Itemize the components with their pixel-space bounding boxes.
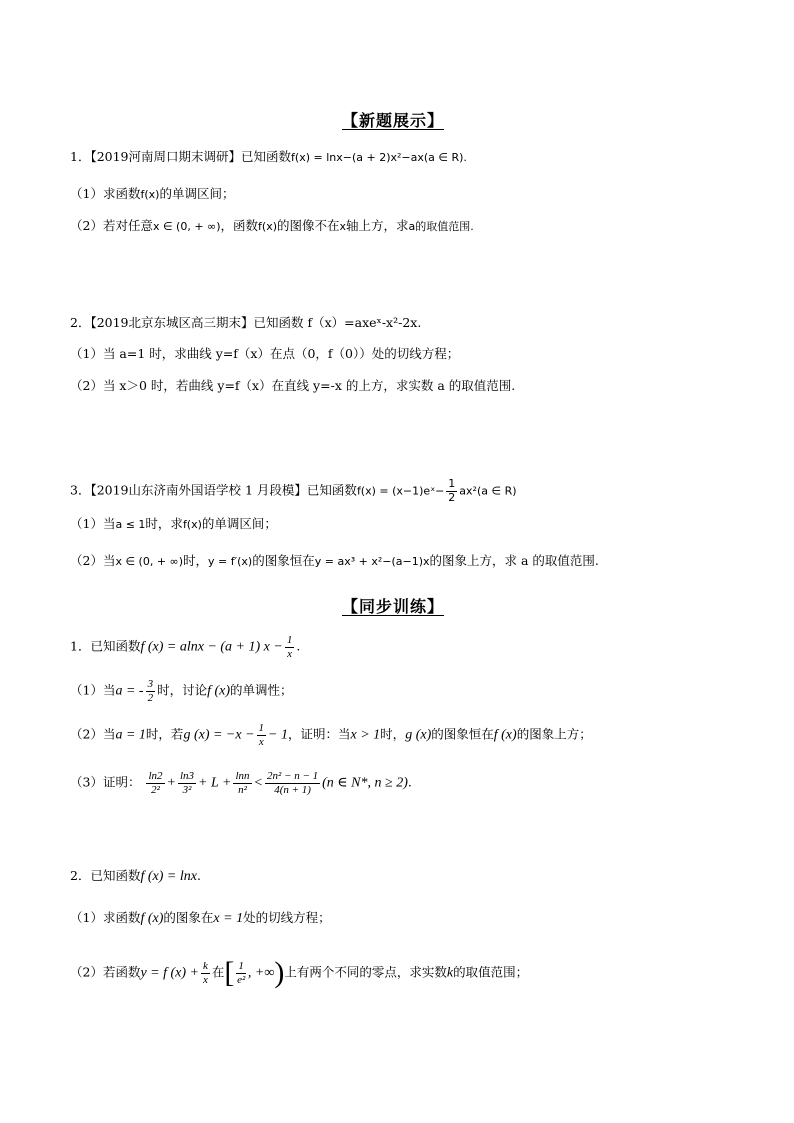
problem-number: 2． [70, 868, 91, 883]
part-text: 若函数 [102, 964, 141, 980]
part-text: 当 a=1 时，求曲线 y=f（x）在点（0，f（0））处的切线方程； [102, 346, 460, 361]
formula: f(x) [140, 188, 160, 201]
part-label: （2） [70, 378, 103, 393]
part-text: 当 [102, 553, 116, 568]
formula: f(x) = lnx−(a + 2)x²−ax(a ∈ R). [291, 151, 467, 164]
fraction-numerator: k [203, 959, 208, 972]
stem-text: . [296, 638, 301, 654]
part-text: 的单调性； [230, 682, 293, 698]
part-label: （1） [70, 346, 103, 361]
fraction-denominator: 2 [147, 691, 154, 704]
section-heading-sync: 【同步训练】 [342, 597, 445, 616]
sync-problem-1-part-1 [70, 678, 293, 704]
part-text: 时， [380, 726, 406, 742]
stem-text: 已知函数 [90, 638, 141, 654]
new-problem-2-part-2 [70, 380, 515, 393]
fraction-denominator: x [287, 647, 293, 660]
problem-number: 3． [70, 482, 91, 498]
formula: f (x) [140, 911, 164, 926]
fraction-numerator: 1 [238, 959, 244, 972]
stem-text: . [196, 868, 201, 883]
part-text: 时，若 [145, 726, 184, 742]
fraction-denominator: 2 [448, 490, 456, 504]
formula: a ≤ 1 [115, 518, 146, 531]
part-text: 在 [211, 964, 225, 980]
fraction [446, 478, 457, 504]
part-text: 当 [102, 726, 116, 742]
problem-number: 2． [70, 315, 91, 330]
new-problem-2-stem [70, 317, 421, 330]
problem-number: 1． [70, 638, 91, 654]
fraction-numerator: 2n² − n − 1 [266, 770, 319, 782]
formula: g (x) [405, 727, 432, 743]
formula: f(x) [182, 518, 202, 531]
interval-fraction [236, 960, 246, 986]
formula: a = - [115, 683, 144, 699]
new-problem-3-part-2 [70, 555, 599, 568]
part-text: ，证明：当 [287, 726, 351, 742]
part-text: 的单调区间； [201, 516, 277, 531]
right-paren: ) [274, 956, 285, 989]
new-problem-1-part-2 [70, 220, 474, 233]
fraction [285, 634, 295, 660]
formula: y = f′(x) [208, 555, 253, 568]
part-label: （2） [70, 726, 103, 742]
formula: y = f (x) + [140, 965, 200, 981]
fraction-term-2 [178, 770, 196, 796]
stem-text: 已知函数 f（x）=axeˣ-x²-2x. [253, 315, 422, 330]
new-problem-1-stem [70, 151, 467, 164]
condition: (n ∈ N*, n ≥ 2) [322, 775, 408, 791]
formula: g (x) = −x − [183, 727, 255, 743]
part-text: 求函数 [102, 910, 141, 925]
part-text: 轴上方，求 [346, 218, 409, 233]
formula: f(x) [258, 220, 277, 233]
formula: a [408, 220, 416, 233]
part-text: 的图象恒在 [252, 553, 315, 568]
part-label: （1） [70, 682, 103, 698]
formula: f (x) = alnx − (a + 1) x − [140, 639, 283, 655]
sync-problem-1-part-2 [70, 722, 592, 748]
formula: a = 1 [115, 727, 146, 743]
part-text: 上有两个不同的零点，求实数 [284, 964, 447, 980]
part-text: 的图象上方，求 a 的取值范围. [429, 553, 599, 568]
new-problem-1-part-1 [70, 188, 234, 201]
fraction-denominator: x [258, 735, 264, 748]
fraction [146, 678, 156, 704]
fraction-denominator: 4(n + 1) [274, 783, 311, 796]
part-label: （1） [70, 516, 103, 531]
problem-number: 1． [70, 149, 91, 164]
part-text: ，函数 [220, 218, 259, 233]
part-text: 的单调区间； [159, 186, 235, 201]
formula: ax²(a ∈ R) [459, 484, 517, 498]
formula: y = ax³ + x²−(a−1)x [314, 555, 430, 568]
part-text: 证明： [102, 774, 141, 790]
part-label: （2） [70, 553, 103, 568]
part-text: 处的切线方程； [243, 910, 331, 925]
new-problem-2-part-1 [70, 348, 459, 361]
fraction-rhs [265, 770, 320, 796]
sync-problem-2-part-1 [70, 912, 331, 926]
fraction-numerator: 1 [286, 634, 293, 646]
fraction-numerator: 3 [147, 678, 154, 690]
formula: x > 1 [350, 727, 381, 743]
part-label: （1） [70, 186, 103, 201]
part-text: 若对任意 [102, 218, 153, 233]
fraction-numerator: ln3 [179, 770, 195, 782]
part-text: 的取值范围. [415, 220, 474, 233]
fraction [201, 960, 210, 986]
fraction-denominator: x [203, 973, 208, 986]
fraction-numerator: lnn [235, 770, 250, 782]
formula: x ∈ (0, + ∞) [115, 555, 184, 568]
sync-problem-1-part-3: （3）证明： $\frac{\ln 2}{\text{2²}}$ + $\frac{\ln 3}{\text{3²}}$ + L + $\frac{\ln n}{\text{n²}}$ < $\frac{\text{2n² − n − 1}}{4(n + 1)}$ (n ∈ N*, n ≥ 2). [70, 770, 412, 796]
fraction-numerator: 1 [258, 722, 265, 734]
fraction-denominator: 2² [151, 783, 160, 796]
part-label: （2） [70, 218, 103, 233]
ellipsis-term: + L + [198, 775, 232, 791]
formula: − 1 [268, 727, 288, 743]
part-text: 当 [102, 682, 116, 698]
part-label: （1） [70, 910, 103, 925]
formula: x [339, 220, 347, 233]
interval-tail: , +∞ [247, 965, 275, 981]
fraction [257, 722, 267, 748]
formula: f (x) [207, 683, 231, 699]
sync-problem-2-stem [70, 870, 201, 884]
part-label: （3） [70, 774, 103, 790]
part-text: 时，讨论 [157, 682, 208, 698]
section-heading-new: 【新题展示】 [342, 111, 445, 130]
sync-problem-2-part-2 [70, 958, 528, 988]
fraction-denominator: e² [237, 973, 246, 986]
part-text: 的图象上方； [516, 726, 592, 742]
fraction-numerator: 1 [448, 477, 456, 490]
part-text: 当 [102, 516, 116, 531]
part-text: 时， [183, 553, 209, 568]
fraction-denominator: n² [238, 783, 247, 796]
part-text: 时，求 [145, 516, 183, 531]
new-problem-3-part-1 [70, 518, 277, 531]
stem-text: 已知函数 [90, 868, 141, 883]
part-text: 求函数 [102, 186, 141, 201]
formula: x ∈ (0, + ∞) [152, 220, 221, 233]
problem-source: 【2019河南周口期末调研】 [90, 149, 242, 164]
part-text: 当 x＞0 时，若曲线 y=f（x）在直线 y=-x 的上方，求实数 a 的取值范围. [102, 378, 516, 393]
part-text: 的图像不在 [277, 218, 340, 233]
fraction-term-1 [146, 770, 164, 796]
fraction-numerator: ln2 [148, 770, 163, 782]
formula: f (x) = lnx [140, 869, 197, 884]
formula: x = 1 [213, 911, 244, 926]
stem-text: 已知函数 [306, 482, 357, 498]
formula: k [446, 965, 454, 981]
fraction-denominator: 3² [182, 783, 192, 796]
problem-source: 【2019北京东城区高三期末】 [90, 315, 254, 330]
problem-source: 【2019山东济南外国语学校 1 月段模】 [90, 482, 307, 498]
part-label: （2） [70, 964, 103, 980]
fraction-term-n [233, 770, 251, 796]
part-text: 的图象在 [163, 910, 214, 925]
sync-problem-1-stem [70, 634, 300, 660]
formula: f (x) [493, 727, 517, 743]
left-bracket: [ [224, 956, 235, 989]
part-text: . [407, 774, 412, 790]
formula: f(x) = (x−1)eˣ− [356, 484, 445, 498]
part-text: 的图象恒在 [431, 726, 494, 742]
stem-text: 已知函数 [241, 149, 292, 164]
part-text: 的取值范围； [453, 964, 529, 980]
new-problem-3-stem [70, 478, 517, 504]
